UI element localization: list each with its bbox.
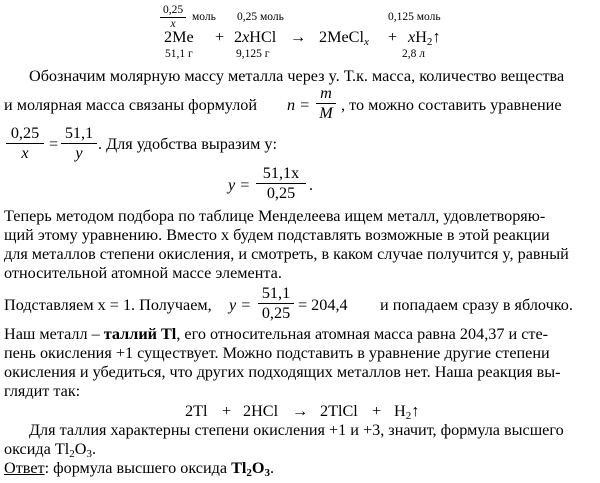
para1-line1: Обозначим молярную массу металла через y. Т.к. масса, количество вещества: [29, 67, 565, 85]
reactant-metal: 2Me: [164, 28, 194, 46]
para4-line1: Наш металл – таллий Tl, его относительная атомная масса равна 204,37 и сте-: [4, 325, 549, 343]
reaction-arrow: →: [290, 28, 307, 46]
para1-line2-right: , то можно составить уравнение: [341, 96, 562, 114]
para3-result: = 204,4: [298, 296, 348, 314]
eq3-lhs: y =: [228, 176, 251, 194]
answer-label: Ответ: [4, 459, 45, 477]
para2-line3: для металлов степени окисления, и смотреть, в каком случае получится y, равный: [4, 245, 569, 263]
answer-line: Ответ: формула высшего оксида $Tl_2O_3$.: [4, 459, 275, 479]
eq3-fraction: 51,1x 0,25: [256, 164, 306, 203]
moles-unit-me: моль: [192, 11, 216, 23]
para4-line3: окисления и убедиться, что других подходящих металлов нет. Наша реакция вы-: [4, 363, 561, 381]
para2-line4: относительной атомной массе элемента.: [4, 264, 282, 282]
reactant-hcl: 2xHCl: [234, 28, 277, 46]
product-hydrogen: $xH_2↑$: [408, 28, 441, 48]
eq2-left-fraction: 0,25 x: [6, 124, 44, 163]
moles-h2: 0,125 моль: [388, 11, 441, 23]
para5-line1: Для таллия характерны степени окисления +1 и +3, значит, формула высшего: [29, 421, 564, 439]
product-chloride: 2MeCl$_x$: [319, 28, 369, 48]
para4-line2: пень окисления +1 существует. Можно подставить в уравнение другие степени: [4, 344, 550, 362]
para3-lhs: y =: [229, 296, 252, 314]
formula-fraction-m-M: m M: [316, 84, 336, 123]
para3-right: и попадаем сразу в яблочко.: [380, 296, 573, 314]
para3-fraction: 51,1 0,25: [258, 284, 294, 323]
para2-line1: Теперь методом подбора по таблице Менделеева ищем металл, удовлетворяю-: [4, 207, 546, 225]
volume-h2: 2,8 л: [402, 48, 425, 60]
moles-fraction-me: 0,25 x: [160, 4, 186, 31]
moles-hcl: 0,25 моль: [237, 11, 284, 23]
para3-left: Подставляем x = 1. Получаем,: [4, 296, 212, 314]
formula-n: n =: [287, 96, 311, 114]
para5-line2: оксида $Tl_2O_3$.: [4, 440, 97, 460]
mass-hcl: 9,125 г: [236, 48, 270, 60]
para1-line2-left: и молярная масса связаны формулой: [4, 96, 258, 114]
mass-metal: 51,1 г: [165, 48, 193, 60]
eq2-tail: . Для удобства выразим y:: [98, 135, 278, 153]
eq2-right-fraction: 51,1 y: [61, 124, 97, 163]
para2-line2: щий этому уравнению. Вместо x будем подставлять возможные в этой реакции: [4, 226, 550, 244]
para4-line4: глядит так:: [4, 382, 81, 400]
